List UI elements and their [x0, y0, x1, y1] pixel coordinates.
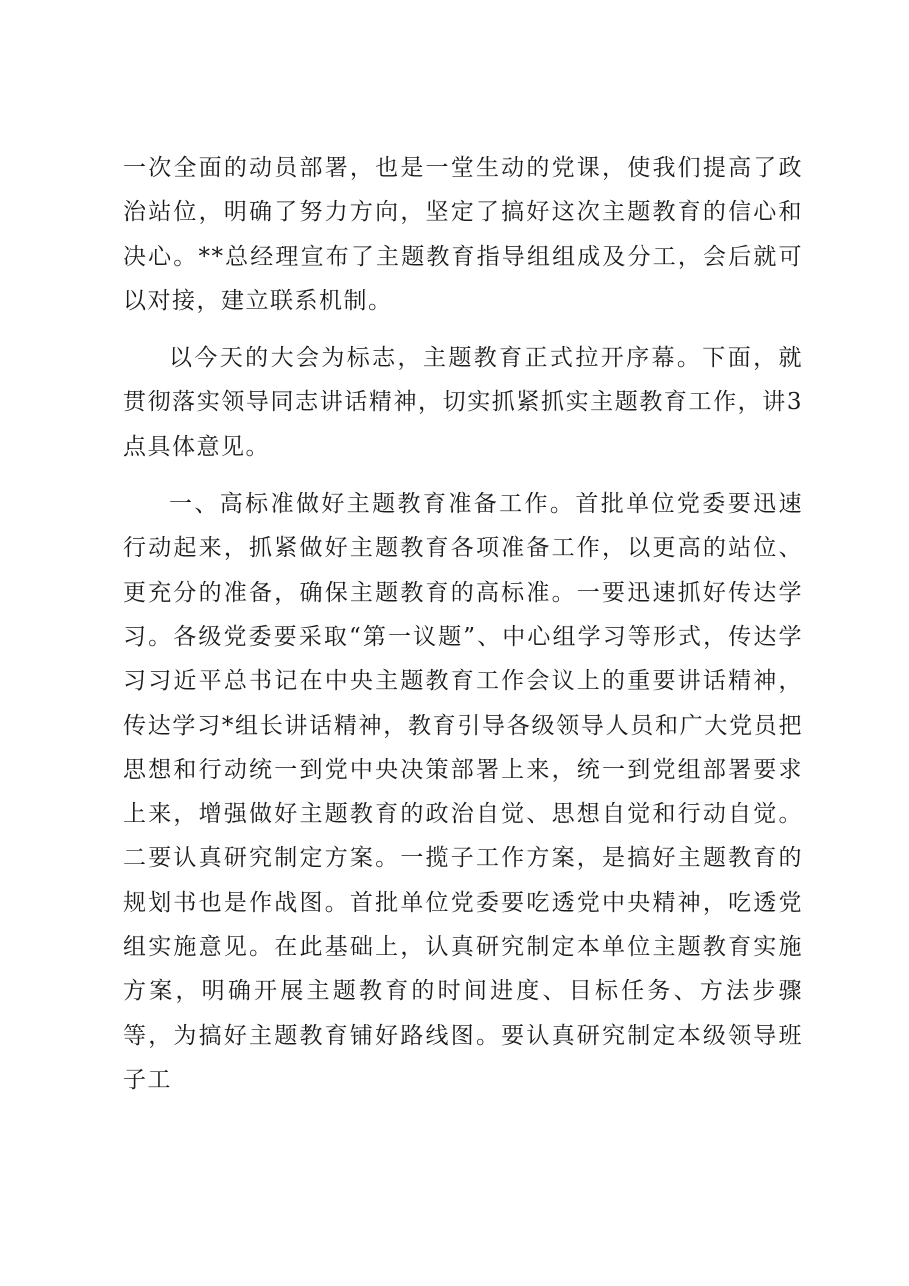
- paragraph-3: 一、高标准做好主题教育准备工作。首批单位党委要迅速行动起来，抓紧做好主题教育各项准备工作，以更高的站位、更充分的准备，确保主题教育的高标准。一要迅速抓好传达学习。各级党委要采取“第一议题”、中心组学习等形式，传达学习习近平总书记在中央主题教育工作会议上的重要讲话精神，传达学习*组长讲话精神，教育引导各级领导人员和广大党员把思想和行动统一到党中央决策部署上来，统一到党组部署要求上来，增强做好主题教育的政治自觉、思想自觉和行动自觉。二要认真研究制定方案。一揽子工作方案，是搞好主题教育的规划书也是作战图。首批单位党委要吃透党中央精神，吃透党组实施意见。在此基础上，认真研究制定本单位主题教育实施方案，明确开展主题教育的时间进度、目标任务、方法步骤等，为搞好主题教育铺好路线图。要认真研究制定本级领导班子工: [123, 491, 803, 1093]
- document-body: [123, 146, 803, 1102]
- paragraph-1: 一次全面的动员部署，也是一堂生动的党课，使我们提高了政治站位，明确了努力方向，坚定了搞好这次主题教育的信心和决心。**总经理宣布了主题教育指导组组成及分工，会后就可以对接，建立联系机制。: [123, 155, 803, 314]
- paragraph-2: 以今天的大会为标志，主题教育正式拉开序幕。下面，就贯彻落实领导同志讲话精神，切实抓紧抓实主题教育工作，讲3点具体意见。: [123, 345, 803, 460]
